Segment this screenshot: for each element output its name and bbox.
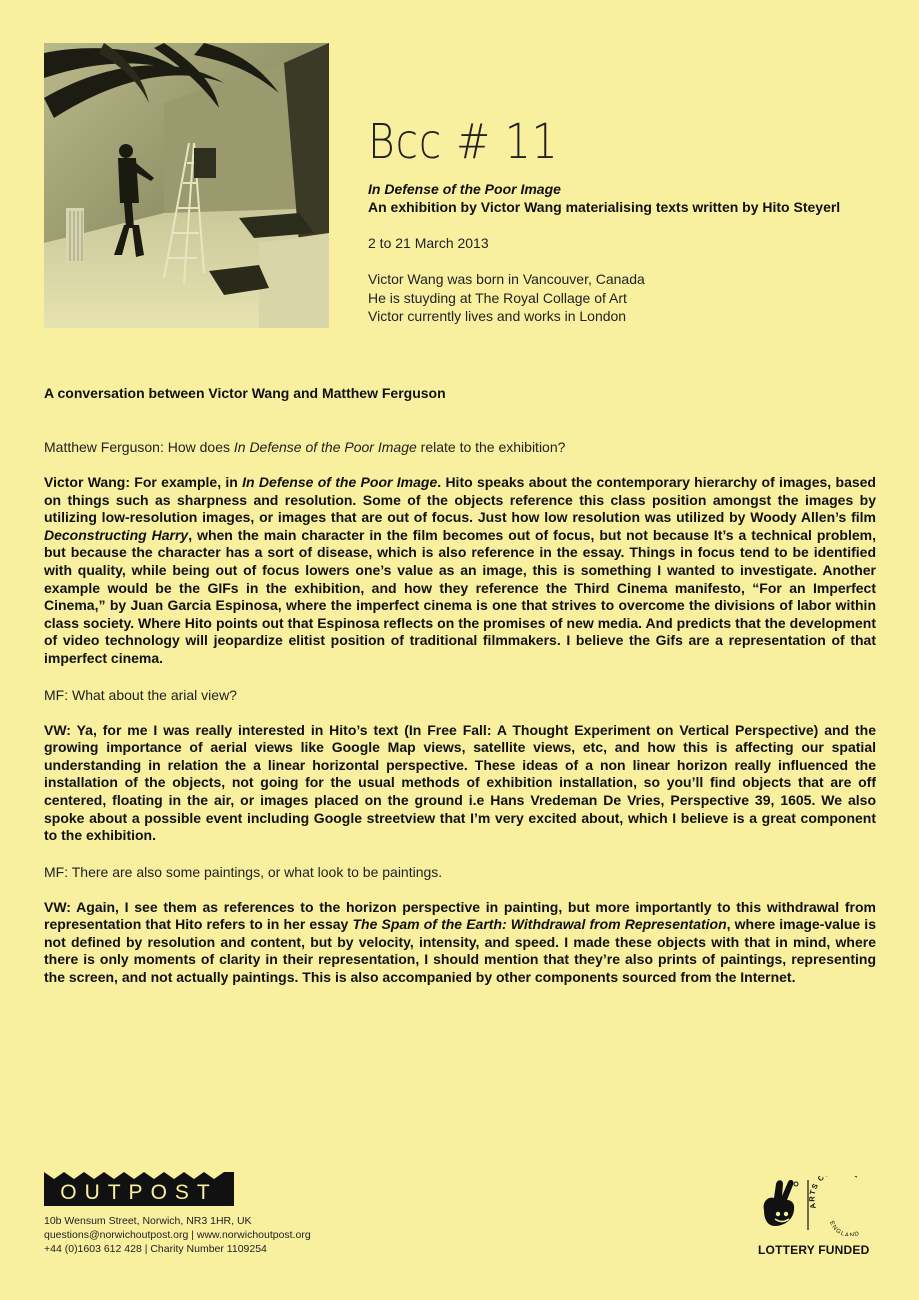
conversation (44, 385, 876, 1005)
exhibition-title: Bcc # 11 (368, 114, 559, 170)
question-2: MF: What about the arial view? (44, 686, 237, 703)
arts-council-text: ARTS C (807, 1176, 827, 1210)
subtitle-line2: An exhibition by Victor Wang materialising texts written by Hito Steyerl (368, 199, 841, 215)
exhibition-dates: 2 to 21 March 2013 (368, 235, 489, 251)
bio-line: Victor currently lives and works in London (368, 308, 627, 324)
lottery-funded-logo (758, 1176, 878, 1257)
footer (44, 1172, 444, 1256)
phone-line: +44 (0)1603 612 428 | Charity Number 1109254 (44, 1243, 267, 1255)
artist-bio (368, 270, 888, 326)
subtitle-italic: In Defense of the Poor Image (368, 181, 561, 197)
england-text: ENGLAND (827, 1220, 862, 1236)
crossed-fingers-icon (764, 1180, 798, 1226)
lottery-funded-caption: LOTTERY FUNDED (758, 1243, 870, 1257)
bio-line: He is stuyding at The Royal Collage of Art (368, 289, 627, 306)
answer-1: Victor Wang: For example, in In Defense of the Poor Image. Hito speaks about the contemporary hierarchy of images, based on things such as sharpness and resolution. Some of the objects reference this class position amongst the images by utilizing low-resolution images, or images that are out of focus. Just how low resolution was utilized by Woody Allen’s film Deconstructing Harry, when the main character in the film becomes out of focus, but not because It’s a technical problem, but because the character has a sort of disease, which is also reference in the essay. Things in focus tend to be identified with quality, while being out of focus lowers one’s value as an image, this is something I wanted to investigate. Another example would be the GIFs in the exhibition, and how they reference the Third Cinema manifesto, “For an Imperfect Cinema,” by Juan Garcia Espinosa, where the imperfect cinema is one that strives to overcome the divisions of labor within class society. Where Hito points out that Espinosa reflects on the promises of new media. And predicts that the development of video technology will jeopardize elitist position of traditional filmmakers. I believe the Gifs are a representation of that imperfect cinema. (44, 474, 876, 666)
outpost-logo-text: OUTPOST (60, 1181, 218, 1204)
exhibition-subtitle (368, 180, 888, 216)
outpost-logo (44, 1172, 234, 1206)
contact-line: questions@norwichoutpost.org | www.norwichoutpost.org (44, 1229, 311, 1241)
address-line: 10b Wensum Street, Norwich, NR3 1HR, UK (44, 1215, 252, 1227)
conversation-heading: A conversation between Victor Wang and Matthew Ferguson (44, 385, 446, 401)
question-3: MF: There are also some paintings, or what look to be paintings. (44, 863, 443, 880)
exhibition-photo (44, 43, 329, 328)
footer-address (44, 1214, 444, 1256)
svg-text:ENGLAND (828, 1220, 861, 1236)
title-block (368, 114, 888, 326)
answer-3: VW: Again, I see them as references to the horizon perspective in painting, but more importantly to this withdrawal from representation that Hito refers to in her essay The Spam of the Earth: Withdrawal from Representation, where image-value is not defined by resolution and content, but by velocity, intensity, and speed. I made these objects with that in mind, where there is only moments of clarity in their representation, I should mention that they’re also prints of paintings, representing the screen, and not actually paintings. This is also accompanied by other components sourced from the Internet. (44, 898, 876, 986)
question-1: Matthew Ferguson: How does In Defense of the Poor Image relate to the exhibition? (44, 439, 566, 455)
bio-line: Victor Wang was born in Vancouver, Canada (368, 271, 645, 287)
answer-2: VW: Ya, for me I was really interested in Hito’s text (In Free Fall: A Thought Experiment on Vertical Perspective) and the growing importance of aerial views like Google Map views, satellite views, etc, and how this is affecting our spatial understanding in relation the a linear horizontal perspective. These ideas of a non linear horizon really influenced the installation of the objects, not going for the usual methods of exhibition installation, so you’ll find objects that are off centered, floating in the air, or images placed on the ground i.e Hans Vredeman De Vries, Perspective 39, 1605. We also spoke about a possible event including Google streetview that I’m very excited about, which I believe is a great component to the exhibition. (44, 721, 876, 844)
svg-text:ARTS COUNCIL (807, 1176, 861, 1210)
